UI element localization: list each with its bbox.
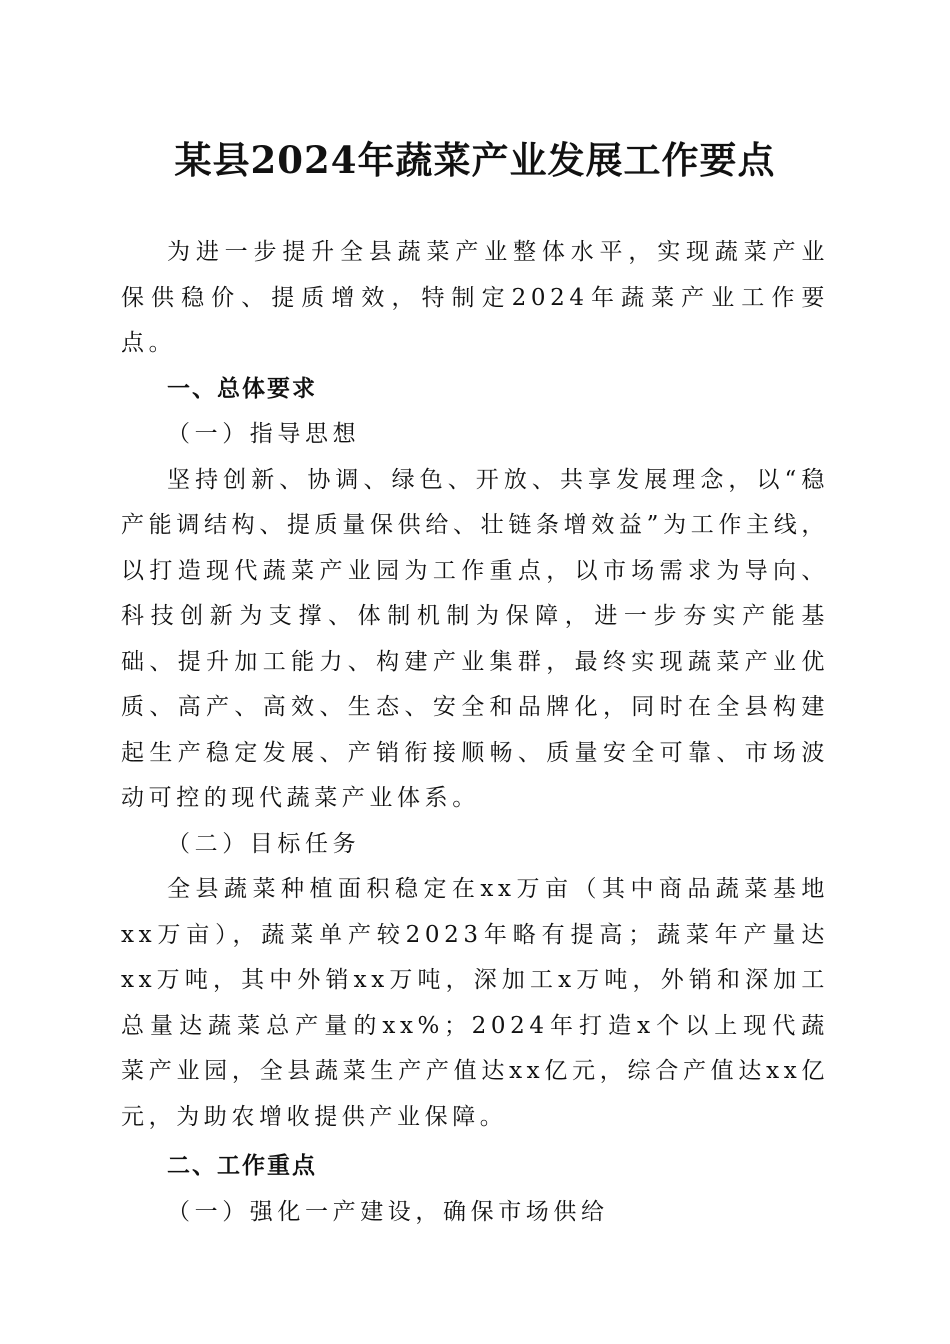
- guiding-ideology-paragraph: 坚持创新、协调、绿色、开放、共享发展理念，以“稳产能调结构、提质量保供给、壮链条增效益”为工作主线，以打造现代蔬菜产业园为工作重点，以市场需求为导向、科技创新为支撑、体制机制为保障，进一步夯实产能基础、提升加工能力、构建产业集群，最终实现蔬菜产业优质、高产、高效、生态、安全和品牌化，同时在全县构建起生产稳定发展、产销衔接顺畅、质量安全可靠、市场波动可控的现代蔬菜产业体系。: [121, 466, 829, 811]
- document-body: [121, 230, 829, 1235]
- subsection-heading-guiding-ideology: （一）指导思想: [167, 421, 361, 447]
- section-heading-work-priorities: 二、工作重点: [167, 1153, 317, 1179]
- subsection-heading-primary-industry: （一）强化一产建设，确保市场供给: [167, 1198, 609, 1225]
- section-heading-general-requirements: 一、总体要求: [167, 375, 317, 402]
- document-title: 某县2024年蔬菜产业发展工作要点: [174, 138, 776, 182]
- goals-tasks-paragraph: 全县蔬菜种植面积稳定在xx万亩（其中商品蔬菜基地xx万亩），蔬菜单产较2023年略有提高；蔬菜年产量达xx万吨，其中外销xx万吨，深加工x万吨，外销和深加工总量达蔬菜总产量的xx%；2024年打造x个以上现代蔬菜产业园，全县蔬菜生产产值达xx亿元，综合产值达xx亿元，为助农增收提供产业保障。: [121, 876, 829, 1130]
- intro-paragraph: 为进一步提升全县蔬菜产业整体水平，实现蔬菜产业保供稳价、提质增效，特制定2024年蔬菜产业工作要点。: [121, 239, 829, 356]
- subsection-heading-goals-tasks: （二）目标任务: [167, 830, 361, 857]
